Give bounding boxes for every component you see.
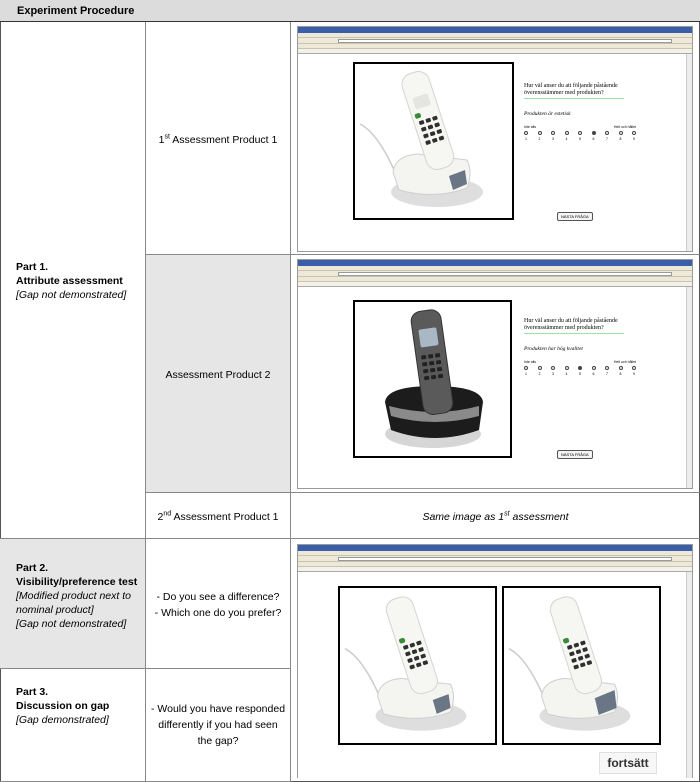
radio-2[interactable] xyxy=(538,131,542,135)
scale-number: 7 xyxy=(606,137,608,141)
product-photo-right xyxy=(502,586,661,745)
browser-scrollbar xyxy=(686,54,692,252)
scale-number: 5 xyxy=(579,372,581,376)
cordless-phone-white-icon xyxy=(340,588,495,743)
survey1-scale xyxy=(524,125,636,145)
survey1-question-line2: överensstämmer med produkten? xyxy=(524,90,604,96)
step3-num: 2 xyxy=(157,511,164,523)
scale-number: 1 xyxy=(525,372,527,376)
same-image-sup: st xyxy=(504,510,510,518)
table-title: Experiment Procedure xyxy=(17,5,135,17)
next-question-button[interactable]: NÄSTA FRÅGA xyxy=(557,212,593,221)
address-input xyxy=(338,39,672,43)
scale-number: 3 xyxy=(552,137,554,141)
same-image-pre: Same image as 1 xyxy=(422,511,505,523)
radio-6[interactable] xyxy=(592,366,596,370)
survey-panel-1 xyxy=(524,83,636,145)
browser-addressbar xyxy=(298,271,692,277)
step2-label: Assessment Product 2 xyxy=(165,369,271,381)
radio-3[interactable] xyxy=(551,131,555,135)
survey1-statement: Produkten är estetisk xyxy=(524,111,571,117)
survey2-question-line2: överensstämmer med produkten? xyxy=(524,325,604,331)
part2-questions-cell xyxy=(146,539,291,669)
survey1-question xyxy=(524,83,624,99)
radio-6[interactable] xyxy=(592,131,596,135)
same-image-post: assessment xyxy=(509,511,569,523)
browser-tabbar xyxy=(298,49,692,54)
continue-button[interactable]: fortsätt xyxy=(599,752,657,774)
survey2-question xyxy=(524,318,624,334)
scale-number: 2 xyxy=(538,372,541,376)
part2-note2: nominal product] xyxy=(16,604,94,616)
cordless-phone-dark-icon xyxy=(355,302,510,456)
scale-number: 9 xyxy=(633,372,635,376)
radio-1[interactable] xyxy=(524,131,528,135)
part1-label-cell xyxy=(0,22,146,539)
browser-scrollbar xyxy=(686,572,692,778)
radio-4[interactable] xyxy=(565,366,569,370)
part2-subtitle: Visibility/preference test xyxy=(16,576,138,588)
browser-tabbar xyxy=(298,567,692,572)
scale-number: 3 xyxy=(552,372,554,376)
part3-questions-cell xyxy=(146,669,291,782)
cordless-phone-white-icon xyxy=(504,588,659,743)
part3-q3: the gap? xyxy=(197,735,239,747)
part3-questions xyxy=(146,701,290,749)
part2-q1: - Do you see a difference? xyxy=(156,591,280,603)
survey2-scale xyxy=(524,360,636,380)
part2-name: Part 2. xyxy=(16,562,49,574)
scale-number: 4 xyxy=(565,372,568,376)
radio-4[interactable] xyxy=(565,131,569,135)
product-photo-white xyxy=(353,62,514,220)
survey1-scale-numbers xyxy=(524,137,636,141)
part3-q1: - Would you have responded xyxy=(150,703,286,715)
radio-9[interactable] xyxy=(632,366,636,370)
radio-9[interactable] xyxy=(632,131,636,135)
part3-note: [Gap demonstrated] xyxy=(16,714,109,726)
radio-2[interactable] xyxy=(538,366,542,370)
step3-cell xyxy=(146,493,291,539)
survey2-statement: Produkten har hög kvalitet xyxy=(524,346,583,352)
part3-name: Part 3. xyxy=(16,686,49,698)
step1-cell xyxy=(146,22,291,255)
radio-7[interactable] xyxy=(605,131,609,135)
part2-note3: [Gap not demonstrated] xyxy=(16,618,127,630)
radio-8[interactable] xyxy=(619,366,623,370)
radio-7[interactable] xyxy=(605,366,609,370)
part1-note: [Gap not demonstrated] xyxy=(16,289,127,301)
survey1-scale-right: Helt och hållet xyxy=(613,125,636,129)
same-image-label xyxy=(291,509,700,525)
survey2-scale-left: Inte alls xyxy=(524,360,537,364)
radio-1[interactable] xyxy=(524,366,528,370)
scale-number: 6 xyxy=(592,372,595,376)
step1-text: Assessment Product 1 xyxy=(169,134,278,146)
survey1-scale-left: Inte alls xyxy=(524,125,537,129)
part2-note1: [Modified product next to xyxy=(16,590,131,602)
part2-questions xyxy=(146,589,290,621)
survey2-question-line1: Hur väl anser du att följande påstående xyxy=(524,318,618,324)
scale-number: 2 xyxy=(538,137,541,141)
address-input xyxy=(338,272,672,276)
browser-screenshot-3 xyxy=(297,544,693,778)
step1-num: 1 xyxy=(158,134,165,146)
next-question-button[interactable]: NÄSTA FRÅGA xyxy=(557,450,593,459)
step3-label xyxy=(146,509,290,525)
scale-number: 8 xyxy=(619,137,622,141)
part3-label-cell xyxy=(0,669,146,782)
same-image-cell xyxy=(291,493,700,539)
part1-subtitle: Attribute assessment xyxy=(16,275,123,287)
scale-number: 6 xyxy=(592,137,595,141)
scale-number: 1 xyxy=(525,137,527,141)
scale-number: 9 xyxy=(633,137,635,141)
part1-label xyxy=(16,260,126,302)
browser-scrollbar xyxy=(686,287,692,489)
browser-addressbar xyxy=(298,556,692,562)
part2-label xyxy=(16,561,137,631)
browser-addressbar xyxy=(298,38,692,44)
survey2-scale-numbers xyxy=(524,372,636,376)
step2-cell xyxy=(146,255,291,493)
address-input xyxy=(338,557,672,561)
radio-8[interactable] xyxy=(619,131,623,135)
browser-tabbar xyxy=(298,282,692,287)
table-header xyxy=(0,0,700,22)
step1-label xyxy=(146,132,290,148)
survey-panel-2 xyxy=(524,318,636,380)
part3-q2: differently if you had seen xyxy=(158,719,278,731)
product-photo-left xyxy=(338,586,497,745)
survey1-question-line1: Hur väl anser du att följande påstående xyxy=(524,83,618,89)
scale-number: 5 xyxy=(579,137,581,141)
step3-sup: nd xyxy=(163,510,172,518)
survey1-radio-group xyxy=(524,131,636,135)
scale-number: 4 xyxy=(565,137,568,141)
part2-q2: - Which one do you prefer? xyxy=(154,607,282,619)
cordless-phone-white-icon xyxy=(355,64,512,218)
step3-text: Assessment Product 1 xyxy=(171,511,279,523)
product-photo-dark xyxy=(353,300,512,458)
browser-screenshot-2 xyxy=(297,259,693,489)
radio-5[interactable] xyxy=(578,366,582,370)
scale-number: 7 xyxy=(606,372,608,376)
part1-name: Part 1. xyxy=(16,261,49,273)
browser-screenshot-1 xyxy=(297,26,693,252)
step1-sup: st xyxy=(164,133,170,141)
survey2-radio-group xyxy=(524,366,636,370)
part2-label-cell xyxy=(0,539,146,669)
part3-subtitle: Discussion on gap xyxy=(16,700,110,712)
radio-5[interactable] xyxy=(578,131,582,135)
scale-number: 8 xyxy=(619,372,622,376)
survey2-scale-right: Helt och hållet xyxy=(613,360,636,364)
part3-label xyxy=(16,685,109,727)
radio-3[interactable] xyxy=(551,366,555,370)
